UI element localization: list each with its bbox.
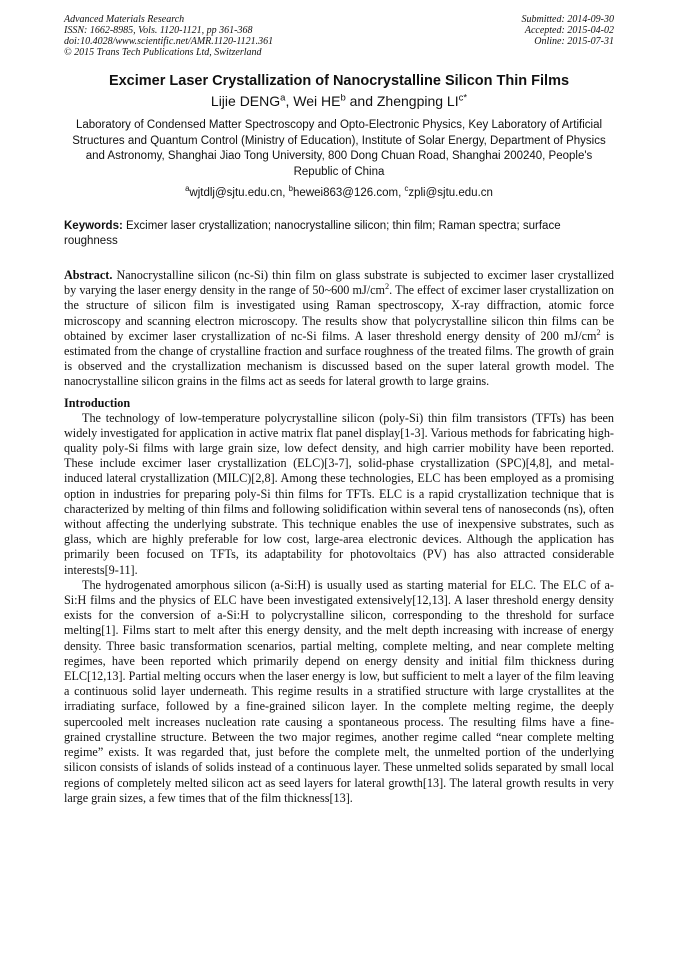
author-list [64,92,614,110]
issn: ISSN: 1662-8985, Vols. 1120-1121, pp 361-368 [64,25,253,36]
abstract-label: Abstract. [64,268,113,282]
paper-title: Excimer Laser Crystallization of Nanocrystalline Silicon Thin Films [108,73,570,89]
affiliation: Laboratory of Condensed Matter Spectroscopy and Opto-Electronic Physics, Key Laboratory of Artificial Structures and Quantum Control (Ministry of Education), Institute of Solar Energy, Department of Physics and Astronomy, Shanghai Jiao Tong University, 800 Dong Chuan Road, Shanghai 200240, People's Republic of China [72,119,606,178]
email[interactable]: $^a$wjtdlj@sjtu.edu.cn [185,184,283,199]
doi: doi:10.4028/www.scientific.net/AMR.1120-1121.361 [64,36,274,47]
section-heading-introduction: Introduction [64,395,131,410]
paper-page [64,14,614,806]
accepted-date: Accepted: 2015-04-02 [524,25,614,36]
keywords [64,219,614,248]
submitted-date: Submitted: 2014-09-30 [521,14,614,25]
journal-name: Advanced Materials Research [64,14,185,25]
author: Lijie DENG$^a$, [210,92,294,109]
email[interactable]: $^c$zpli@sjtu.edu.cn [404,184,493,199]
email-list: $^a$wjtdlj@sjtu.edu.cn, $^b$hewei863@126.com, $^c$zpli@sjtu.edu.cn [185,184,493,199]
header-right [522,14,615,58]
keywords-text: Excimer laser crystallization; nanocrystalline silicon; thin film; Raman spectra; surface roughness [64,220,561,247]
author: Wei $HE^b$ and [293,92,377,109]
intro-paragraph-2: The hydrogenated amorphous silicon (a-Si:H) is usually used as starting material for ELC. The ELC of a-Si:H films and the physics of ELC have been investigated extensively[12,13]. A laser threshold energy density exists for the conversion of a-Si:H to polycrystalline silicon, corresponding to the threshold for surface melting[1]. Films start to melt after this energy density, and the melt depth increasing with increase of energy density. Three basic transformation scenarios, partial melting, complete melting, and near complete melting regimes, have been reported which primarily depend on energy density and initial film thickness during ELC[12,13]. Partial melting occurs when the laser energy is low, but sufficient to melt a layer of the film leaving a continuous solid layer underneath. This regime results in a stratified structure with large crystallites at the irradiating surface, followed by a fine-grained silicon layer. In the complete melting regime, the deeply supercooled melt increases nucleation rate causing a spontaneous process. The resulting films have a fine-grained crystalline structure. Between the two major regimes, another regime called “near complete melting regime” exists. It was regarded that, just before the complete melt, the unmelted portion of the underlying silicon consists of islands of solids instead of a continuous layer. These unmelted solids separated by small local regions of completely melted silicon act as seed layers for lateral growth[13]. The lateral growth results in very large grain sizes, a few times that of the film thickness[13]. [64,577,614,805]
keywords-label: Keywords: [64,220,123,232]
copyright: © 2015 Trans Tech Publications Ltd, Switzerland [64,47,262,58]
author: Zhengping $LI^{c*}$ [376,92,468,109]
header-left [64,14,273,58]
abstract: Abstract. Nanocrystalline silicon (nc-Si) thin film on glass substrate is subjected to excimer laser crystallized by varying the laser energy density in the range of 50~600 $mJ/cm^2$. The effect of excimer laser crystallization on the structure of silicon film is investigated using Raman spectroscopy, X-ray diffraction, atomic force microscopy and scanning electron microscopy. The results show that polycrystalline silicon thin films can be obtained by excimer laser crystallization of nc-Si films. A laser threshold energy density of 200 $mJ/cm^2$ is estimated from the change of crystalline fraction and surface roughness of the treated films. The growth of grain is observed and the crystallization mechanism is discussed based on the super lateral growth model. The nanocrystalline silicon grains in the films act as seeds for lateral growth to large grains. [64,268,614,389]
email[interactable]: $^b$hewei863@126.com [288,184,399,199]
publication-header [64,14,614,58]
intro-paragraph-1: The technology of low-temperature polycrystalline silicon (poly-Si) thin film transistors (TFTs) has been widely investigated for application in active matrix flat panel display[1-3]. Various methods for fabricating high-quality poly-Si films with large grain size, low defect density, and high carrier mobility have been reported. These include excimer laser crystallization (ELC)[3-7], solid-phase crystallization (SPC)[4,8], and metal-induced lateral crystallization (MILC)[2,8]. Among these technologies, ELC has been employed as a promising option in industries for preparing poly-Si thin films for TFTs. ELC is a rapid crystallization technique that is characterized by melting of thin films and following solidification within several tens of nanoseconds (ns), often without affecting the underlying substrate. This technique enables the use of inexpensive substrates, such as glass, which are highly preferable for low cost, large-area electronic devices. Although the application has primarily been focused on TFTs, its adaptability for photovoltaics (PV) has also attracted considerable interests[9-11]. [64,410,614,577]
online-date: Online: 2015-07-31 [534,36,614,47]
